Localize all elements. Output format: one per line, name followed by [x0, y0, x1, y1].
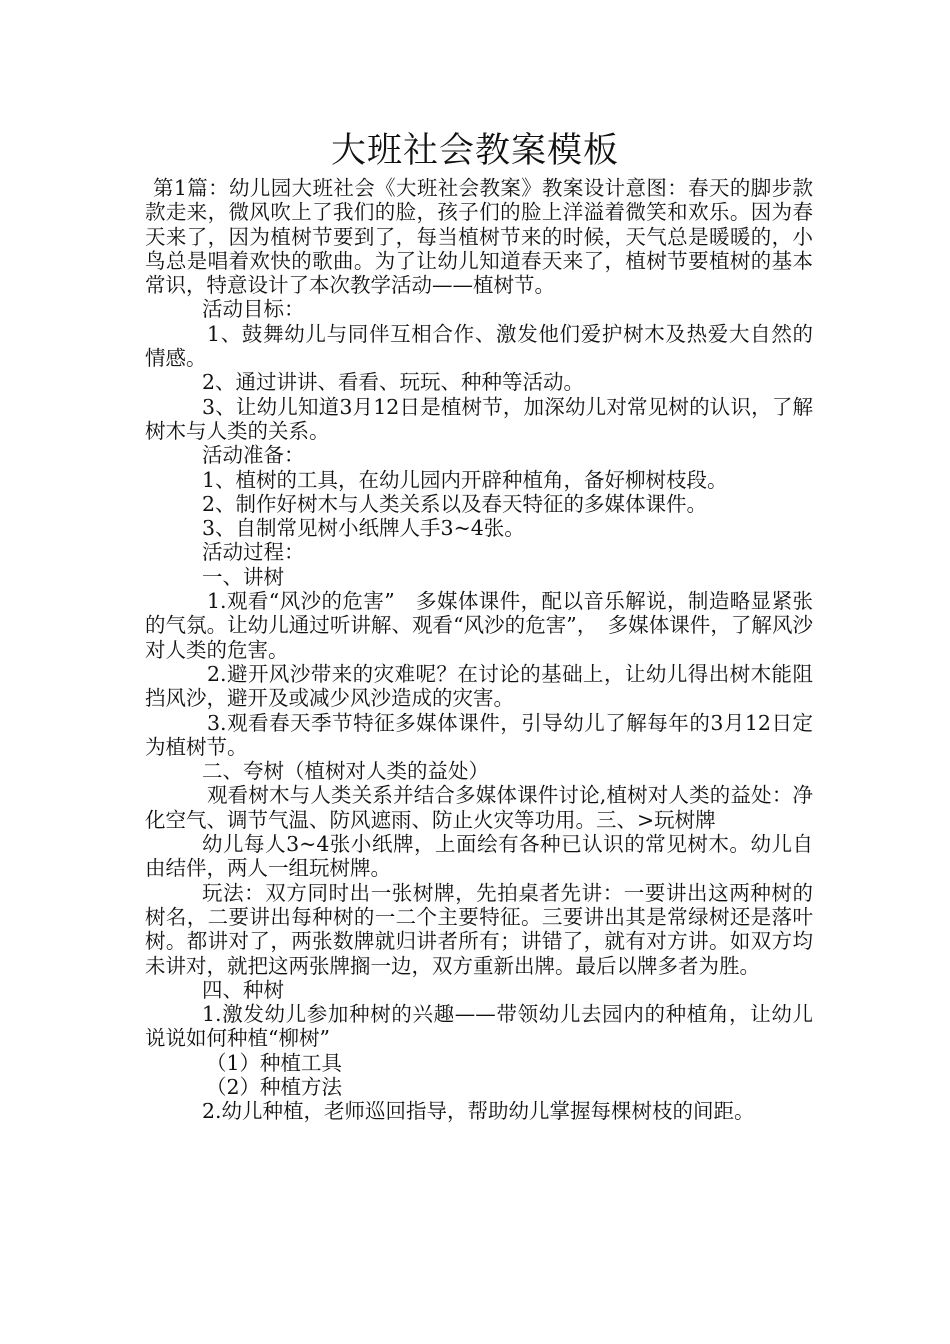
- section-item: 1.观看“风沙的危害” 多媒体课件，配以音乐解说，制造略显紧张的气氛。让幼儿通过听讲解、观看“风沙的危害”， 多媒体课件，了解风沙对人类的危害。: [145, 589, 813, 662]
- section-item: 2.避开风沙带来的灾难呢？在讨论的基础上，让幼儿得出树木能阻挡风沙，避开及或减少风沙造成的灾害。: [145, 661, 813, 711]
- prep-item: 1、植树的工具，在幼儿园内开辟种植角，备好柳树枝段。: [202, 467, 728, 492]
- section-item: 2.幼儿种植，老师巡回指导，帮助幼儿掌握每棵树枝的间距。: [202, 1099, 755, 1124]
- goal-item: 2、通过讲讲、看看、玩玩、种种等活动。: [202, 370, 585, 395]
- document-title: 大班社会教案模板: [330, 131, 619, 171]
- sub-item: （1）种植工具: [206, 1050, 343, 1075]
- goal-item: 1、鼓舞幼儿与同伴互相合作、激发他们爱护树木及热爱大自然的情感。: [145, 321, 813, 371]
- section-heading: 一、讲树: [202, 564, 284, 589]
- section-item: 3.观看春天季节特征多媒体课件，引导幼儿了解每年的3月12日定为植树节。: [145, 710, 813, 759]
- prep-item: 3、自制常见树小纸牌人手3~4张。: [202, 516, 525, 541]
- section-paragraph: 幼儿每人3~4张小纸牌，上面绘有各种已认识的常见树木。幼儿自由结伴，两人一组玩树牌。: [145, 832, 813, 881]
- section-heading: 二、夸树（植树对人类的益处）: [202, 759, 489, 784]
- goal-item: 3、让幼儿知道3月12日是植树节，加深幼儿对常见树的认识，了解树木与人类的关系。: [145, 394, 813, 443]
- intro-paragraph: 第1篇：幼儿园大班社会《大班社会教案》教案设计意图：春天的脚步款款走来，微风吹上了我们的脸，孩子们的脸上洋溢着微笑和欢乐。因为春天来了，因为植树节要到了，每当植树节来的时候，天气总是暖暖的，小鸟总是唱着欢快的歌曲。为了让幼儿知道春天来了，植树节要植树的基本常识，特意设计了本次教学活动——植树节。: [145, 176, 813, 298]
- section-item: 1.激发幼儿参加种树的兴趣——带领幼儿去园内的种植角，让幼儿说说如何种植“柳树”: [145, 1002, 813, 1051]
- section-paragraph: 观看树木与人类关系并结合多媒体课件讨论,植树对人类的益处：净化空气、调节气温、防风遮雨、防止火灾等功用。三、>玩树牌: [145, 783, 813, 832]
- prep-heading: 活动准备：: [202, 443, 305, 468]
- process-heading: 活动过程：: [202, 540, 305, 565]
- prep-item: 2、制作好树木与人类关系以及春天特征的多媒体课件。: [202, 491, 708, 516]
- section-heading: 四、种树: [202, 977, 284, 1002]
- sub-item: （2）种植方法: [206, 1074, 343, 1099]
- goals-heading: 活动目标：: [202, 297, 305, 322]
- section-paragraph: 玩法：双方同时出一张树牌，先拍桌者先讲：一要讲出这两种树的树名，二要讲出每种树的一二个主要特征。三要讲出其是常绿树还是落叶树。都讲对了，两张数牌就归讲者所有；讲错了，就有对方讲。如双方均未讲对，就把这两张牌搁一边，双方重新出牌。最后以牌多者为胜。: [145, 880, 813, 978]
- document-body: [145, 176, 813, 1124]
